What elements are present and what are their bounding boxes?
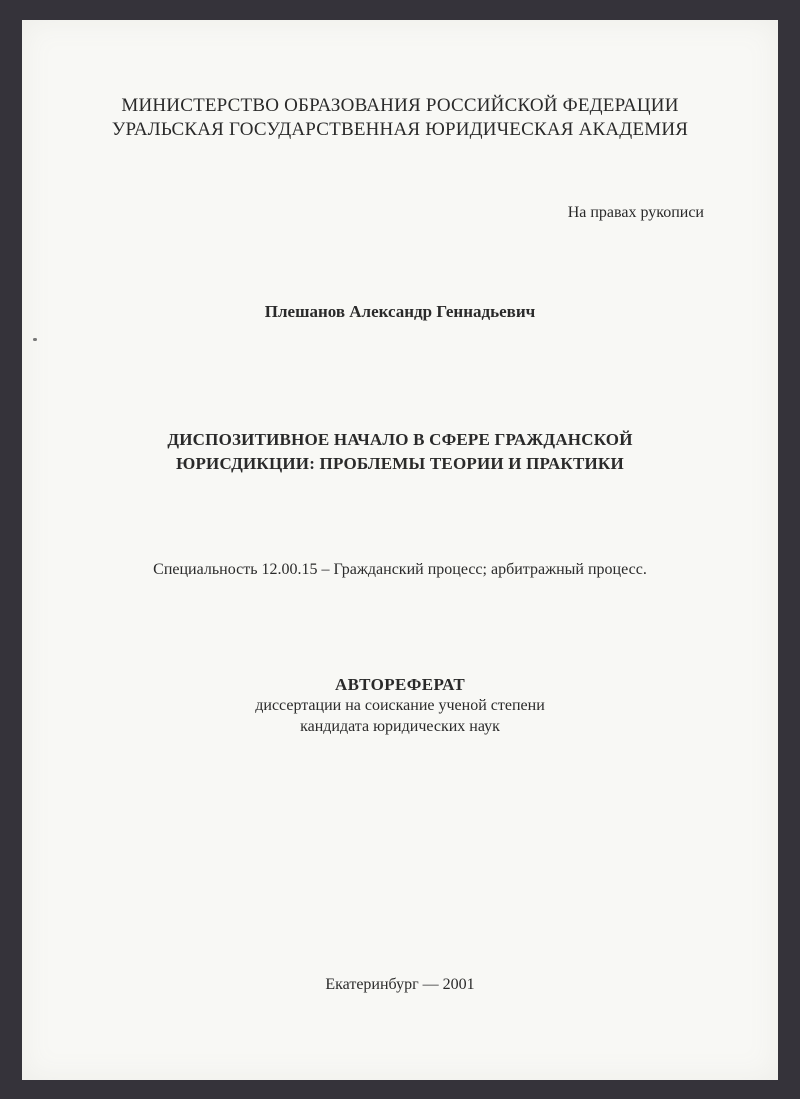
abstract-line-2: кандидата юридических наук bbox=[300, 718, 500, 735]
abstract-line-1: диссертации на соискание ученой степени bbox=[255, 697, 545, 714]
abstract-heading: АВТОРЕФЕРАТ bbox=[334, 675, 466, 694]
institution-header bbox=[22, 94, 778, 142]
dissertation-title bbox=[22, 428, 778, 476]
specialty-line: Специальность 12.00.15 – Гражданский процесс; арбитражный процесс. bbox=[153, 561, 647, 578]
academy-name: УРАЛЬСКАЯ ГОСУДАРСТВЕННАЯ ЮРИДИЧЕСКАЯ АКАДЕМИЯ bbox=[111, 119, 689, 140]
ministry-name: МИНИСТЕРСТВО ОБРАЗОВАНИЯ РОССИЙСКОЙ ФЕДЕРАЦИИ bbox=[121, 95, 679, 116]
abstract-block bbox=[22, 674, 778, 737]
title-line-1: ДИСПОЗИТИВНОЕ НАЧАЛО В СФЕРЕ ГРАЖДАНСКОЙ bbox=[167, 430, 633, 449]
place-and-year: Екатеринбург — 2001 bbox=[325, 976, 475, 993]
title-line-2: ЮРИСДИКЦИИ: ПРОБЛЕМЫ ТЕОРИИ И ПРАКТИКИ bbox=[176, 454, 624, 473]
author-name: Плешанов Александр Геннадьевич bbox=[264, 302, 536, 321]
manuscript-rights-note: На правах рукописи bbox=[567, 204, 704, 221]
title-page bbox=[22, 20, 778, 1080]
paper-speck bbox=[33, 338, 37, 341]
